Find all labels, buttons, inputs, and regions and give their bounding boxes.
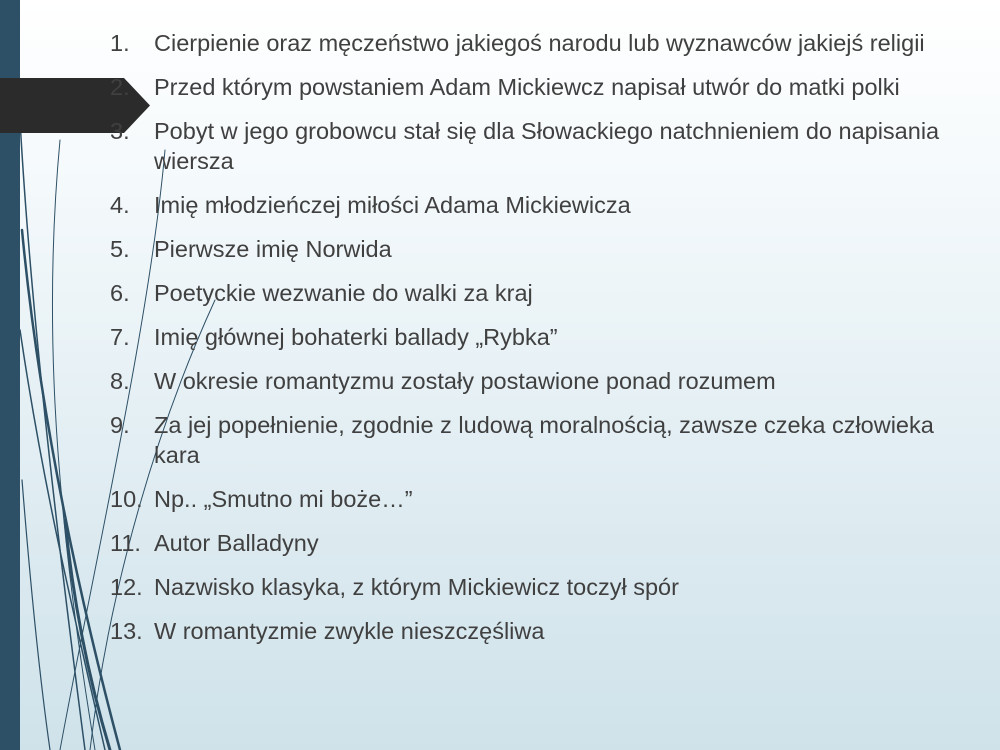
list-item: [110, 366, 980, 396]
item-text: Imię młodzieńczej miłości Adama Mickiewicza: [154, 192, 631, 218]
list-item: [110, 410, 980, 470]
item-number: 1.: [110, 30, 130, 56]
item-text: Poetyckie wezwanie do walki za kraj: [154, 280, 533, 306]
decor-curve: [22, 230, 120, 750]
item-number: 5.: [110, 236, 130, 262]
item-number: 9.: [110, 412, 130, 438]
decor-curve: [65, 520, 110, 750]
decor-curve: [52, 140, 95, 750]
item-text: W okresie romantyzmu zostały postawione ponad rozumem: [154, 368, 776, 394]
item-number: 3.: [110, 118, 130, 144]
item-text: W romantyzmie zwykle nieszczęśliwa: [154, 618, 545, 644]
list-item: [110, 28, 980, 58]
question-list: [110, 28, 980, 660]
item-text: Imię głównej bohaterki ballady „Rybka”: [154, 324, 558, 350]
item-number: 8.: [110, 368, 130, 394]
item-number: 2.: [110, 74, 130, 100]
item-number: 6.: [110, 280, 130, 306]
decor-curve: [22, 480, 50, 750]
list-item: [110, 72, 980, 102]
list-item: [110, 572, 980, 602]
list-item: [110, 116, 980, 176]
list-item: [110, 322, 980, 352]
item-number: 12.: [110, 574, 143, 600]
list-item: [110, 616, 980, 646]
list-item: [110, 528, 980, 558]
item-text: Pobyt w jego grobowcu stał się dla Słowackiego natchnieniem do napisania wiersza: [154, 118, 940, 174]
list-item: [110, 484, 980, 514]
item-number: 13.: [110, 618, 143, 644]
decor-curve: [20, 330, 105, 750]
item-number: 11.: [110, 530, 141, 556]
item-text: Np.. „Smutno mi boże…”: [154, 486, 413, 512]
item-text: Cierpienie oraz męczeństwo jakiegoś narodu lub wyznawców jakiejś religii: [154, 30, 925, 56]
list-item: [110, 190, 980, 220]
item-text: Za jej popełnienie, zgodnie z ludową moralnością, zawsze czeka człowieka kara: [154, 412, 934, 468]
item-number: 4.: [110, 192, 130, 218]
item-text: Przed którym powstaniem Adam Mickiewcz napisał utwór do matki polki: [154, 74, 900, 100]
list-item: [110, 234, 980, 264]
item-text: Pierwsze imię Norwida: [154, 236, 392, 262]
decor-curve: [20, 120, 85, 750]
list-item: [110, 278, 980, 308]
item-number: 7.: [110, 324, 130, 350]
item-text: Nazwisko klasyka, z którym Mickiewicz toczył spór: [154, 574, 679, 600]
item-text: Autor Balladyny: [154, 530, 319, 556]
item-number: 10.: [110, 486, 143, 512]
